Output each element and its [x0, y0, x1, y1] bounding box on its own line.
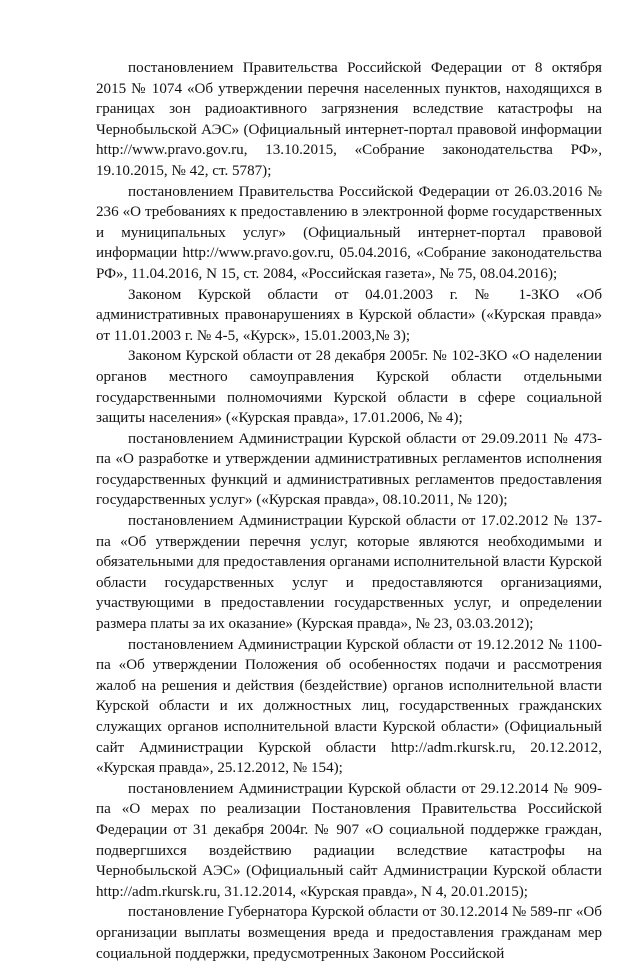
- paragraph-4: Законом Курской области от 28 декабря 2005г. № 102-ЗКО «О наделении органов местного самоуправления Курской области отдельными государственными полномочиями Курской области в сфере социальной защиты населения» («Курская правда», 17.01.2006, № 4);: [96, 348, 602, 427]
- paragraph-3: Законом Курской области от 04.01.2003 г. № 1-ЗКО «Об административных правонарушениях в Курской области» («Курская правда» от 11.01.2003 г. № 4-5, «Курск», 15.01.2003,№ 3);: [96, 286, 602, 344]
- paragraph-1: постановлением Правительства Российской Федерации от 8 октября 2015 № 1074 «Об утверждении перечня населенных пунктов, находящихся в границах зон радиоактивного загрязнения вследствие катастрофы на Чернобыльской АЭС» (Официальный интернет-портал правовой информации http://www.pravo.gov.ru, 13.10.2015, «Собрание законодательства РФ», 19.10.2015, № 42, ст. 5787);: [96, 60, 602, 179]
- paragraph-9: постановление Губернатора Курской области от 30.12.2014 № 589-пг «Об организации выплаты возмещения вреда и предоставления гражданам мер социальной поддержки, предусмотренных Законом Российской: [96, 904, 602, 962]
- paragraph-6: постановлением Администрации Курской области от 17.02.2012 № 137-па «Об утверждении перечня услуг, которые являются необходимыми и обязательными для предоставления органами исполнительной власти Курской области государственных услуг и предоставляются организациями, участвующими в предоставлении государственных услуг, и определении размера платы за их оказание» (Курская правда», № 23, 03.03.2012);: [96, 513, 602, 633]
- paragraph-7: постановлением Администрации Курской области от 19.12.2012 № 1100-па «Об утверждении Положения об особенностях подачи и рассмотрения жалоб на решения и действия (бездействие) органов исполнительной власти Курской области и их должностных лиц, государственных гражданских служащих органов исполнительной власти Курской области» (Официальный сайт Администрации Курской области http://adm.rkursk.ru, 20.12.2012, «Курская правда», 25.12.2012, № 154);: [96, 636, 602, 777]
- paragraph-8: постановлением Администрации Курской области от 29.12.2014 № 909-па «О мерах по реализации Постановления Правительства Российской Федерации от 31 декабря 2004г. № 907 «О социальной поддержке граждан, подвергшихся воздействию радиации вследствие катастрофы на Чернобыльской АЭС» (Официальный сайт Администрации Курской области http://adm.rkursk.ru, 31.12.2014, «Курская правда», N 4, 20.01.2015);: [96, 780, 602, 900]
- paragraph-2: постановлением Правительства Российской Федерации от 26.03.2016 № 236 «О требованиях к предоставлению в электронной форме государственных и муниципальных услуг» (Официальный интернет-портал правовой информации http://www.pravo.gov.ru, 05.04.2016, «Собрание законодательства РФ», 11.04.2016, N 15, ст. 2084, «Российская газета», № 75, 08.04.2016);: [96, 183, 602, 282]
- paragraph-5: постановлением Администрации Курской области от 29.09.2011 № 473-па «О разработке и утверждении административных регламентов исполнения государственных функций и административных регламентов предоставления государственных услуг» («Курская правда», 08.10.2011, № 120);: [96, 430, 602, 509]
